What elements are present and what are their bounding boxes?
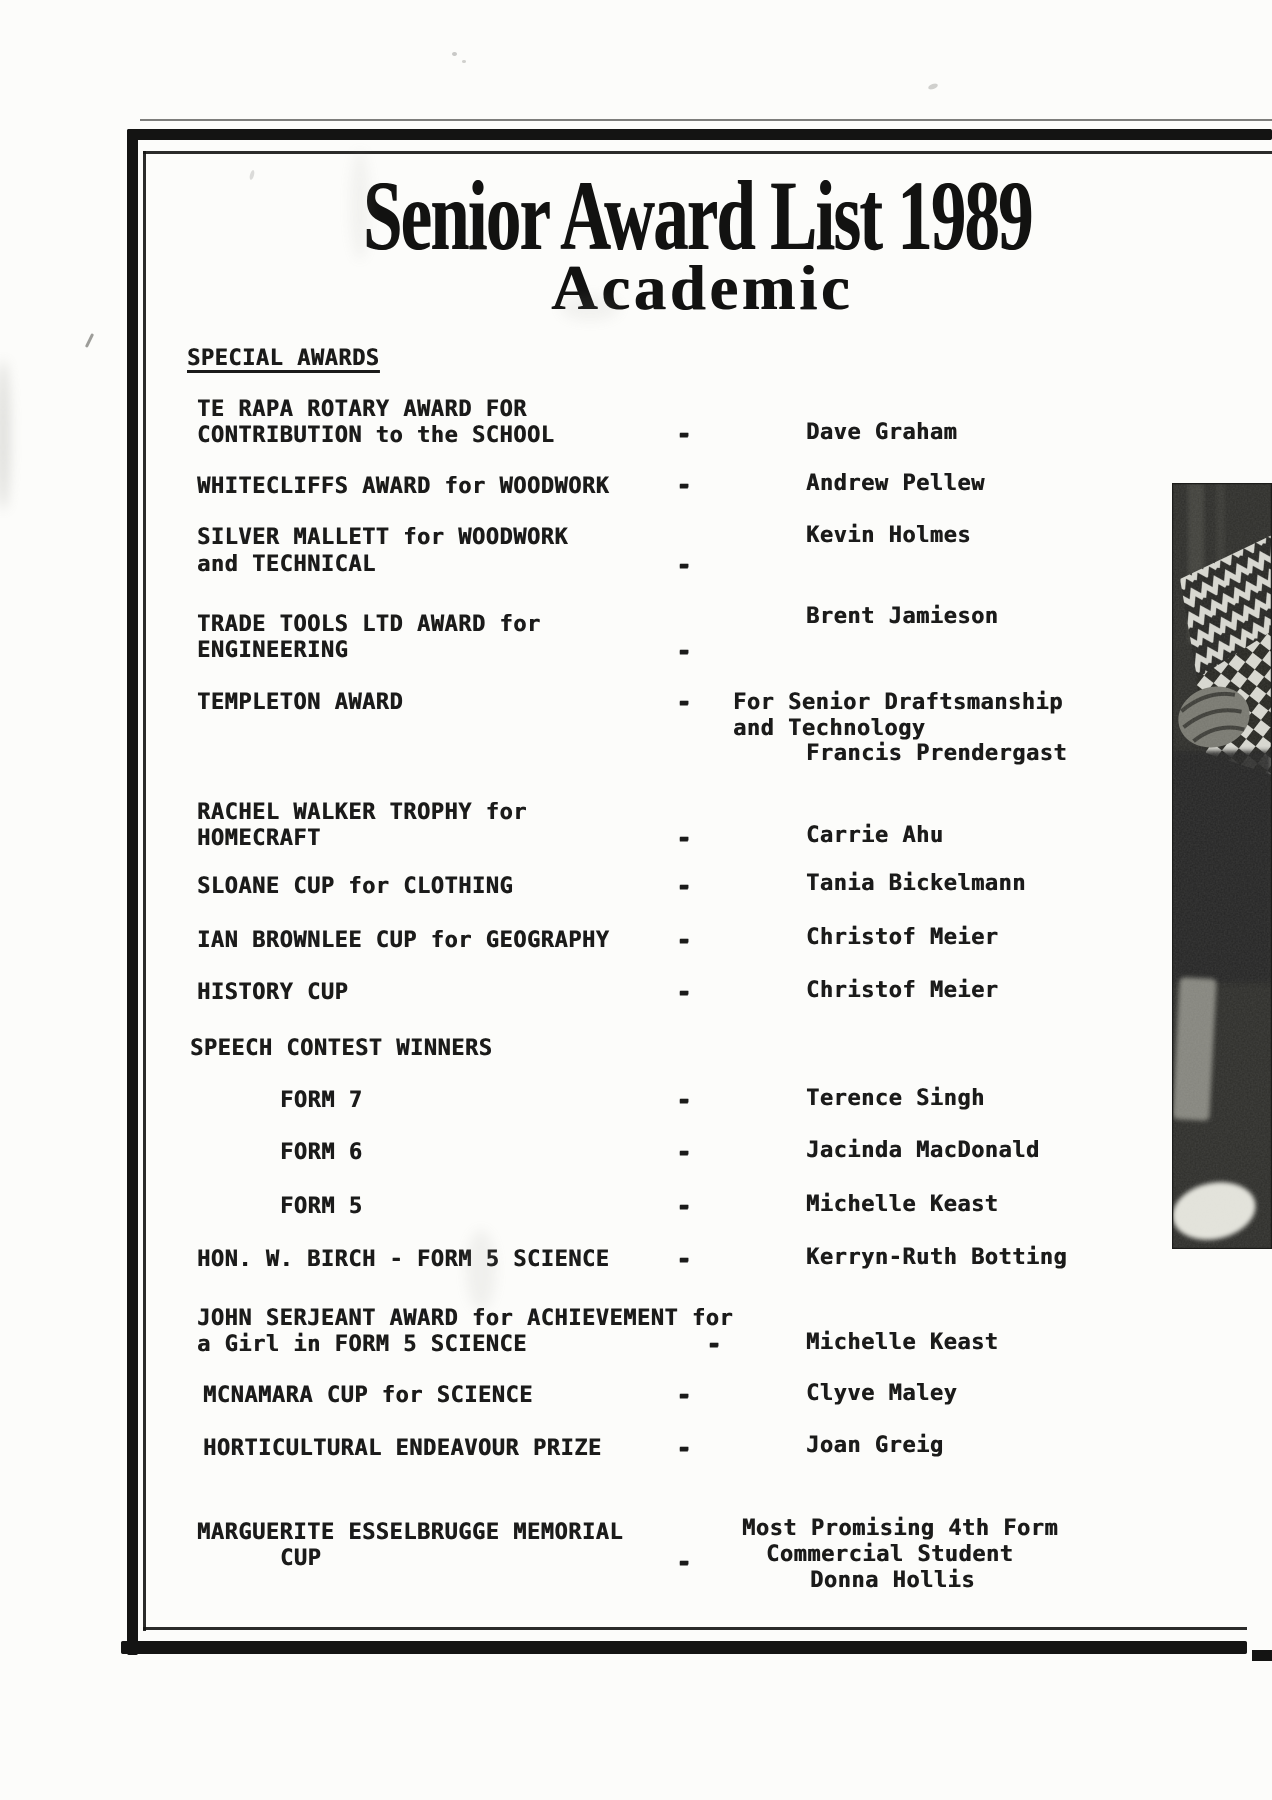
award-recipient: Michelle Keast: [806, 1330, 999, 1355]
scan-smudge: [0, 360, 10, 510]
scan-smudge: [350, 150, 370, 260]
award-name: TRADE TOOLS LTD AWARD for: [197, 612, 541, 637]
award-name: IAN BROWNLEE CUP for GEOGRAPHY: [197, 928, 610, 953]
award-dash: -: [676, 1191, 693, 1221]
award-dash: -: [676, 1433, 693, 1463]
award-recipient: Terence Singh: [806, 1086, 985, 1111]
award-dash: -: [676, 470, 693, 500]
award-dash: -: [676, 636, 693, 666]
award-name: TE RAPA ROTARY AWARD FOR: [197, 397, 527, 422]
award-recipient: Kevin Holmes: [806, 523, 971, 548]
photo-strip: [1172, 483, 1272, 1249]
award-name: HISTORY CUP: [197, 980, 349, 1005]
award-name: FORM 7: [280, 1088, 363, 1113]
award-recipient: Commercial Student: [766, 1542, 1014, 1567]
section-heading: SPECIAL AWARDS: [187, 346, 380, 371]
award-dash: -: [676, 1085, 693, 1115]
award-dash: -: [676, 419, 693, 449]
award-name: HOMECRAFT: [197, 826, 321, 851]
award-dash: -: [676, 550, 693, 580]
award-recipient: Christof Meier: [806, 925, 999, 950]
award-name: RACHEL WALKER TROPHY for: [197, 800, 527, 825]
award-name: CUP: [280, 1546, 322, 1571]
scan-speck: [249, 170, 255, 181]
award-recipient: Christof Meier: [806, 978, 999, 1003]
award-recipient: Tania Bickelmann: [806, 871, 1026, 896]
award-dash: -: [676, 1244, 693, 1274]
award-recipient: Kerryn-Ruth Botting: [806, 1245, 1068, 1270]
frame-border-top-ghost: [140, 119, 1272, 121]
award-name: HORTICULTURAL ENDEAVOUR PRIZE: [203, 1436, 602, 1461]
speech-contest-heading: SPEECH CONTEST WINNERS: [190, 1036, 493, 1061]
award-dash: -: [676, 823, 693, 853]
scan-smudge: [466, 1230, 496, 1310]
frame-border-left-inner: [143, 151, 146, 1631]
award-recipient: For Senior Draftsmanship: [733, 690, 1063, 715]
award-dash: -: [676, 871, 693, 901]
award-name: ENGINEERING: [197, 638, 349, 663]
frame-border-bottom-outer: [121, 1641, 1247, 1654]
award-name: and TECHNICAL: [197, 552, 376, 577]
classroom-photo-fragment: [1172, 483, 1272, 1249]
frame-border-left-outer: [127, 129, 138, 1655]
award-name: a Girl in FORM 5 SCIENCE: [197, 1332, 527, 1357]
award-dash: -: [706, 1329, 723, 1359]
award-name: TEMPLETON AWARD: [197, 690, 404, 715]
frame-border-bottom-inner: [143, 1627, 1247, 1630]
award-dash: -: [676, 1137, 693, 1167]
scan-speck: [85, 333, 94, 348]
award-name: CONTRIBUTION to the SCHOOL: [197, 423, 555, 448]
award-name: SILVER MALLETT for WOODWORK: [197, 525, 569, 550]
award-recipient: Joan Greig: [806, 1433, 944, 1458]
award-recipient: Andrew Pellew: [806, 471, 985, 496]
award-name: MARGUERITE ESSELBRUGGE MEMORIAL: [197, 1520, 624, 1545]
award-recipient: Most Promising 4th Form: [742, 1516, 1059, 1541]
scan-speck: [462, 60, 466, 63]
page-subtitle: Academic: [551, 252, 854, 323]
award-dash: -: [676, 687, 693, 717]
award-recipient: Brent Jamieson: [806, 604, 999, 629]
award-recipient: Clyve Maley: [806, 1381, 958, 1406]
award-recipient: Dave Graham: [806, 420, 958, 445]
scan-speck: [452, 52, 457, 56]
page-title: Senior Award List 1989: [363, 160, 1032, 271]
award-recipient: Michelle Keast: [806, 1192, 999, 1217]
award-recipient: and Technology: [733, 716, 926, 741]
award-recipient: Donna Hollis: [810, 1568, 975, 1593]
frame-border-top-inner: [143, 151, 1272, 154]
scan-smudge: [560, 295, 620, 321]
award-name: HON. W. BIRCH - FORM 5 SCIENCE: [197, 1247, 610, 1272]
award-dash: -: [676, 1380, 693, 1410]
award-dash: -: [676, 1547, 693, 1577]
award-name: MCNAMARA CUP for SCIENCE: [203, 1383, 533, 1408]
award-name: WHITECLIFFS AWARD for WOODWORK: [197, 474, 610, 499]
award-recipient: Carrie Ahu: [806, 823, 944, 848]
award-name: JOHN SERJEANT AWARD for ACHIEVEMENT for: [197, 1306, 734, 1331]
award-dash: -: [676, 977, 693, 1007]
award-recipient: Jacinda MacDonald: [806, 1138, 1040, 1163]
frame-border-top-outer: [127, 129, 1272, 140]
award-name: FORM 5: [280, 1194, 363, 1219]
award-name: FORM 6: [280, 1140, 363, 1165]
scan-speck: [927, 82, 938, 90]
award-name: SLOANE CUP for CLOTHING: [197, 874, 514, 899]
award-recipient: Francis Prendergast: [806, 741, 1068, 766]
award-dash: -: [676, 925, 693, 955]
scan-edge-mark: [1252, 1650, 1272, 1661]
